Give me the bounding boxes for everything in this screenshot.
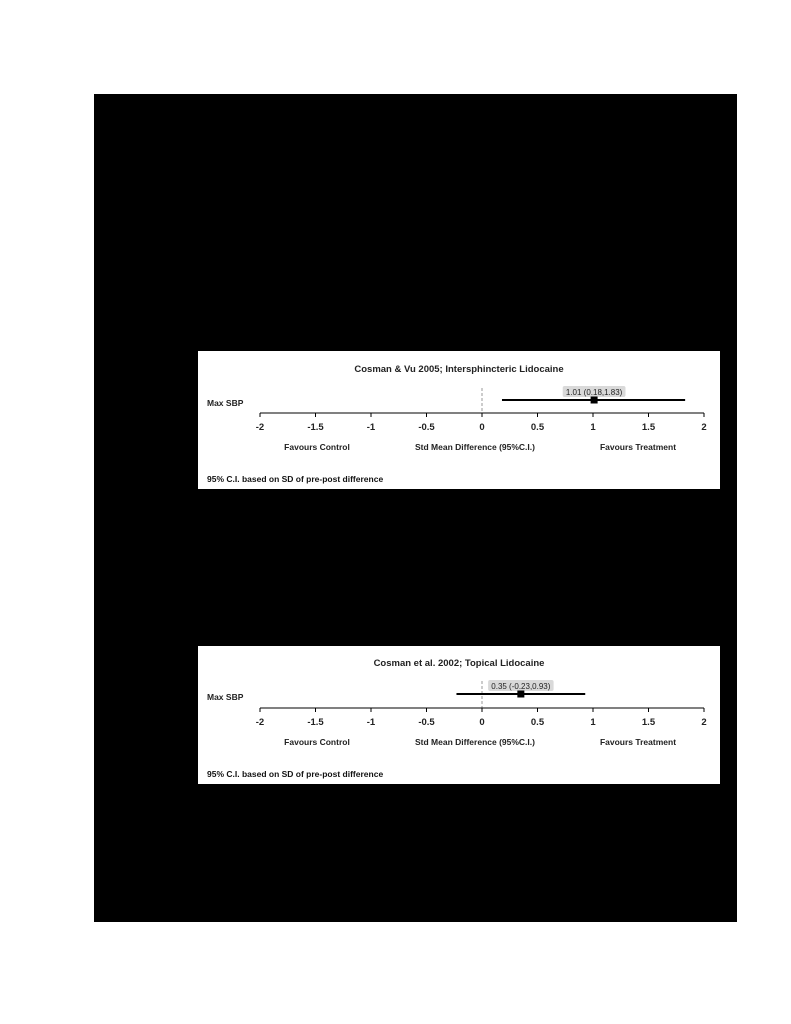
- favours-treatment-label: Favours Treatment: [599, 737, 677, 747]
- estimate-label: 1.01 (0.18,1.83): [565, 388, 623, 397]
- tick-label: 2: [701, 717, 707, 728]
- estimate-label: 0.35 (-0.23,0.93): [491, 682, 551, 691]
- tick-label: -1.5: [307, 717, 324, 728]
- chart-title: Cosman et al. 2002; Topical Lidocaine: [373, 658, 545, 669]
- tick-label: 0: [479, 422, 485, 433]
- forest-plot-panel-1: [198, 351, 720, 489]
- footnote: 95% C.I. based on SD of pre-post difference: [207, 769, 384, 779]
- tick-label: 0.5: [530, 422, 545, 433]
- tick-label: 1: [590, 717, 596, 728]
- point-estimate-marker: [517, 691, 524, 698]
- tick-label: 1.5: [641, 717, 656, 728]
- tick-label: -0.5: [418, 717, 435, 728]
- black-page-background: [94, 94, 737, 922]
- x-axis-label: Std Mean Difference (95%C.I.): [415, 737, 535, 747]
- tick-label: 1: [590, 422, 596, 433]
- tick-label: -2: [255, 717, 265, 728]
- tick-label: -0.5: [418, 422, 435, 433]
- tick-labels: [256, 422, 707, 433]
- chart-title: Cosman & Vu 2005; Intersphincteric Lidocaine: [354, 364, 564, 375]
- forest-plot-1: [198, 351, 720, 489]
- tick-marks: [260, 413, 704, 417]
- tick-label: -2: [255, 422, 265, 433]
- tick-label: 0.5: [530, 717, 545, 728]
- forest-plot-panel-2: [198, 646, 720, 784]
- tick-label: -1.5: [307, 422, 324, 433]
- tick-marks: [260, 708, 704, 712]
- point-estimate-marker: [591, 397, 598, 404]
- tick-label: 2: [701, 422, 707, 433]
- row-label: Max SBP: [207, 398, 244, 408]
- favours-control-label: Favours Control: [284, 442, 350, 452]
- favours-control-label: Favours Control: [284, 737, 350, 747]
- forest-plot-2: [198, 646, 720, 784]
- tick-label: 0: [479, 717, 485, 728]
- tick-labels: [256, 717, 707, 728]
- x-axis-label: Std Mean Difference (95%C.I.): [415, 442, 535, 452]
- footnote: 95% C.I. based on SD of pre-post difference: [207, 474, 384, 484]
- row-label: Max SBP: [207, 692, 244, 702]
- favours-treatment-label: Favours Treatment: [599, 442, 677, 452]
- tick-label: -1: [366, 422, 376, 433]
- tick-label: -1: [366, 717, 376, 728]
- tick-label: 1.5: [641, 422, 656, 433]
